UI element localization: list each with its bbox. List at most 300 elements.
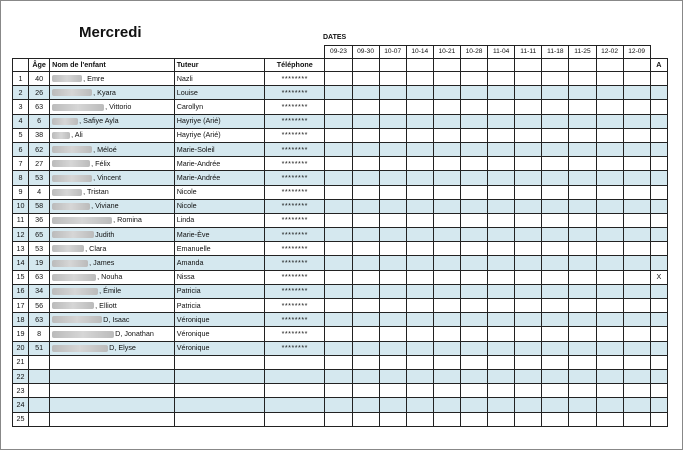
attendance-cell: [325, 355, 352, 369]
attendance-cell: [406, 128, 433, 142]
attendance-cell: [488, 242, 515, 256]
tutor-cell: Hayriye (Arié): [174, 128, 264, 142]
attendance-cell: [433, 114, 460, 128]
attendance-cell: [488, 171, 515, 185]
attendance-cell: [569, 114, 596, 128]
attendance-cell: [406, 256, 433, 270]
attendance-cell: [623, 398, 650, 412]
table-row: [13, 114, 668, 128]
redacted-surname: [52, 189, 82, 196]
attendance-cell: [542, 157, 569, 171]
age-cell: 6: [29, 114, 50, 128]
attendance-cell: [596, 355, 623, 369]
a-cell: [650, 199, 667, 213]
column-header-name: Nom de l'enfant: [50, 59, 175, 72]
attendance-cell: [406, 242, 433, 256]
attendance-cell: [542, 355, 569, 369]
column-header-phone: Téléphone: [265, 59, 325, 72]
child-name-cell: [50, 355, 175, 369]
attendance-cell: [515, 369, 542, 383]
table-row: [13, 327, 668, 341]
header-spacer: [650, 46, 667, 59]
child-name-text: Judith: [95, 229, 115, 239]
attendance-cell: [379, 341, 406, 355]
attendance-cell: [542, 270, 569, 284]
attendance-cell: [379, 128, 406, 142]
attendance-cell: [379, 327, 406, 341]
tutor-cell: Emanuelle: [174, 242, 264, 256]
phone-cell: ********: [265, 213, 325, 227]
attendance-cell: [542, 327, 569, 341]
attendance-cell: [596, 270, 623, 284]
attendance-cell: [433, 384, 460, 398]
attendance-cell: [542, 199, 569, 213]
attendance-cell: [325, 270, 352, 284]
row-number: 24: [13, 398, 29, 412]
column-header-row: [13, 59, 668, 72]
attendance-cell: [325, 313, 352, 327]
redacted-surname: [52, 274, 96, 281]
attendance-cell: [515, 242, 542, 256]
attendance-cell: [542, 185, 569, 199]
table-body: [13, 72, 668, 427]
attendance-cell: [379, 412, 406, 426]
attendance-cell: [623, 100, 650, 114]
age-cell: [29, 355, 50, 369]
attendance-cell: [379, 299, 406, 313]
attendance-cell: [542, 213, 569, 227]
tutor-cell: [174, 398, 264, 412]
row-number: 18: [13, 313, 29, 327]
date-header: 11-11: [515, 46, 542, 59]
attendance-cell: [515, 341, 542, 355]
a-cell: [650, 398, 667, 412]
date-column-header: [460, 59, 487, 72]
a-cell: [650, 157, 667, 171]
phone-cell: ********: [265, 114, 325, 128]
attendance-cell: [379, 242, 406, 256]
attendance-cell: [433, 142, 460, 156]
redacted-surname: [52, 231, 94, 238]
attendance-cell: [488, 100, 515, 114]
attendance-cell: [406, 270, 433, 284]
attendance-cell: [515, 299, 542, 313]
row-number: 12: [13, 228, 29, 242]
attendance-cell: [596, 412, 623, 426]
date-column-header: [488, 59, 515, 72]
attendance-cell: [460, 199, 487, 213]
child-name-text: , Tristan: [83, 187, 109, 197]
attendance-cell: [352, 171, 379, 185]
attendance-cell: [515, 157, 542, 171]
phone-cell: ********: [265, 157, 325, 171]
attendance-cell: [596, 228, 623, 242]
child-name-cell: [50, 384, 175, 398]
attendance-cell: [433, 199, 460, 213]
tutor-cell: Hayriye (Arié): [174, 114, 264, 128]
attendance-cell: [433, 284, 460, 298]
attendance-cell: [515, 313, 542, 327]
attendance-cell: [596, 384, 623, 398]
tutor-cell: [174, 384, 264, 398]
attendance-cell: [542, 228, 569, 242]
tutor-cell: Nicole: [174, 199, 264, 213]
attendance-cell: [515, 100, 542, 114]
row-number: 5: [13, 128, 29, 142]
attendance-cell: [325, 72, 352, 86]
tutor-cell: Amanda: [174, 256, 264, 270]
child-name-cell: [50, 256, 175, 270]
a-cell: [650, 100, 667, 114]
phone-cell: ********: [265, 284, 325, 298]
attendance-cell: [406, 100, 433, 114]
date-column-header: [325, 59, 352, 72]
a-cell: [650, 171, 667, 185]
attendance-cell: [488, 313, 515, 327]
attendance-cell: [460, 213, 487, 227]
child-name-cell: [50, 299, 175, 313]
attendance-cell: [569, 72, 596, 86]
attendance-cell: [379, 228, 406, 242]
attendance-cell: [460, 341, 487, 355]
attendance-cell: [379, 171, 406, 185]
attendance-cell: [325, 369, 352, 383]
attendance-cell: [596, 157, 623, 171]
attendance-cell: [623, 412, 650, 426]
child-name-text: , Kyara: [93, 87, 116, 97]
attendance-cell: [596, 327, 623, 341]
attendance-cell: [596, 213, 623, 227]
row-number: 9: [13, 185, 29, 199]
row-number: 11: [13, 213, 29, 227]
row-number: 15: [13, 270, 29, 284]
a-cell: [650, 284, 667, 298]
attendance-cell: [460, 355, 487, 369]
table-row: [13, 412, 668, 426]
attendance-cell: [623, 299, 650, 313]
row-number: 20: [13, 341, 29, 355]
attendance-cell: [596, 142, 623, 156]
date-column-header: [542, 59, 569, 72]
row-number: 22: [13, 369, 29, 383]
a-cell: [650, 213, 667, 227]
attendance-cell: [379, 213, 406, 227]
attendance-cell: [596, 171, 623, 185]
attendance-cell: [460, 284, 487, 298]
phone-cell: ********: [265, 341, 325, 355]
column-header-age: Âge: [29, 59, 50, 72]
attendance-cell: [325, 412, 352, 426]
table-row: [13, 185, 668, 199]
attendance-cell: [433, 157, 460, 171]
child-name-text: D, Isaac: [103, 314, 130, 324]
attendance-cell: [352, 313, 379, 327]
attendance-cell: [325, 199, 352, 213]
attendance-cell: [488, 228, 515, 242]
row-number: 6: [13, 142, 29, 156]
date-header: 11-25: [569, 46, 596, 59]
attendance-cell: [623, 327, 650, 341]
attendance-cell: [379, 199, 406, 213]
age-cell: 36: [29, 213, 50, 227]
age-cell: [29, 398, 50, 412]
attendance-cell: [569, 412, 596, 426]
redacted-surname: [52, 345, 108, 352]
attendance-cell: [325, 299, 352, 313]
tutor-cell: Marie-Soleil: [174, 142, 264, 156]
redacted-surname: [52, 175, 92, 182]
attendance-cell: [406, 384, 433, 398]
attendance-cell: [542, 384, 569, 398]
redacted-surname: [52, 217, 112, 224]
attendance-cell: [406, 369, 433, 383]
a-cell: [650, 185, 667, 199]
attendance-cell: [460, 86, 487, 100]
attendance-cell: [542, 256, 569, 270]
row-number: 3: [13, 100, 29, 114]
attendance-cell: [352, 185, 379, 199]
date-header: 10-14: [406, 46, 433, 59]
redacted-surname: [52, 146, 92, 153]
attendance-cell: [542, 341, 569, 355]
attendance-cell: [433, 299, 460, 313]
attendance-cell: [623, 384, 650, 398]
child-name-text: , Ali: [71, 130, 83, 140]
attendance-cell: [406, 299, 433, 313]
attendance-cell: [542, 72, 569, 86]
attendance-cell: [460, 142, 487, 156]
child-name-cell: [50, 398, 175, 412]
date-column-header: [433, 59, 460, 72]
age-cell: 58: [29, 199, 50, 213]
attendance-cell: [406, 185, 433, 199]
attendance-cell: [352, 270, 379, 284]
attendance-cell: [488, 199, 515, 213]
attendance-cell: [460, 412, 487, 426]
row-number: 21: [13, 355, 29, 369]
child-name-cell: [50, 369, 175, 383]
table-row: [13, 313, 668, 327]
attendance-cell: [352, 384, 379, 398]
date-header: 10-28: [460, 46, 487, 59]
attendance-cell: [406, 341, 433, 355]
attendance-cell: [460, 384, 487, 398]
attendance-cell: [569, 185, 596, 199]
tutor-cell: Patricia: [174, 299, 264, 313]
date-header: 12-02: [596, 46, 623, 59]
age-cell: 38: [29, 128, 50, 142]
child-name-cell: [50, 171, 175, 185]
attendance-cell: [460, 369, 487, 383]
attendance-cell: [325, 157, 352, 171]
attendance-cell: [488, 256, 515, 270]
attendance-cell: [433, 270, 460, 284]
attendance-cell: [569, 341, 596, 355]
age-cell: 63: [29, 313, 50, 327]
table-row: [13, 171, 668, 185]
child-name-cell: [50, 270, 175, 284]
attendance-cell: [433, 213, 460, 227]
table-row: [13, 284, 668, 298]
row-number: 4: [13, 114, 29, 128]
a-cell: [650, 114, 667, 128]
attendance-cell: [460, 228, 487, 242]
attendance-cell: [596, 341, 623, 355]
attendance-cell: [460, 128, 487, 142]
redacted-surname: [52, 104, 104, 111]
attendance-cell: [542, 86, 569, 100]
column-header-a: A: [650, 59, 667, 72]
table-row: [13, 86, 668, 100]
row-number: 14: [13, 256, 29, 270]
age-cell: 53: [29, 242, 50, 256]
tutor-cell: Carollyn: [174, 100, 264, 114]
attendance-cell: [460, 157, 487, 171]
age-cell: 27: [29, 157, 50, 171]
attendance-cell: [460, 398, 487, 412]
tutor-cell: Nazli: [174, 72, 264, 86]
attendance-cell: [542, 142, 569, 156]
redacted-surname: [52, 288, 98, 295]
child-name-text: , Safiye Ayla: [79, 116, 119, 126]
attendance-cell: [515, 142, 542, 156]
attendance-cell: [379, 86, 406, 100]
attendance-cell: [542, 412, 569, 426]
age-cell: [29, 384, 50, 398]
attendance-cell: [433, 242, 460, 256]
child-name-cell: [50, 327, 175, 341]
attendance-cell: [596, 114, 623, 128]
dates-label: DATES: [323, 34, 347, 41]
child-name-text: D, Jonathan: [115, 328, 154, 338]
attendance-cell: [406, 72, 433, 86]
tutor-cell: Nissa: [174, 270, 264, 284]
attendance-cell: [569, 327, 596, 341]
attendance-cell: [569, 299, 596, 313]
phone-cell: [265, 412, 325, 426]
tutor-cell: Véronique: [174, 341, 264, 355]
attendance-cell: [542, 284, 569, 298]
table-row: [13, 128, 668, 142]
attendance-cell: [488, 384, 515, 398]
attendance-cell: [433, 228, 460, 242]
attendance-cell: [379, 142, 406, 156]
phone-cell: [265, 355, 325, 369]
attendance-cell: [488, 355, 515, 369]
attendance-cell: [569, 384, 596, 398]
attendance-cell: [325, 114, 352, 128]
redacted-surname: [52, 203, 90, 210]
attendance-cell: [569, 398, 596, 412]
phone-cell: ********: [265, 242, 325, 256]
child-name-cell: [50, 228, 175, 242]
attendance-cell: [623, 355, 650, 369]
attendance-cell: [325, 185, 352, 199]
child-name-cell: [50, 86, 175, 100]
attendance-cell: [406, 157, 433, 171]
a-cell: [650, 72, 667, 86]
child-name-text: , Vincent: [93, 172, 121, 182]
attendance-cell: [406, 86, 433, 100]
attendance-cell: [623, 242, 650, 256]
column-header-number: [13, 59, 29, 72]
attendance-cell: [460, 270, 487, 284]
attendance-cell: [460, 327, 487, 341]
attendance-cell: [460, 242, 487, 256]
child-name-text: D, Elyse: [109, 343, 136, 353]
child-name-text: , Nouha: [97, 272, 123, 282]
attendance-cell: [515, 213, 542, 227]
row-number: 7: [13, 157, 29, 171]
date-column-header: [623, 59, 650, 72]
attendance-cell: [515, 355, 542, 369]
attendance-cell: [433, 398, 460, 412]
age-cell: 65: [29, 228, 50, 242]
attendance-cell: [325, 242, 352, 256]
attendance-cell: [325, 256, 352, 270]
date-column-header: [596, 59, 623, 72]
column-header-tutor: Tuteur: [174, 59, 264, 72]
attendance-cell: [569, 284, 596, 298]
phone-cell: ********: [265, 299, 325, 313]
attendance-cell: [352, 398, 379, 412]
attendance-cell: [569, 242, 596, 256]
a-cell: [650, 355, 667, 369]
attendance-cell: [488, 86, 515, 100]
phone-cell: ********: [265, 199, 325, 213]
age-cell: 4: [29, 185, 50, 199]
tutor-cell: Louise: [174, 86, 264, 100]
attendance-cell: [325, 384, 352, 398]
phone-cell: ********: [265, 128, 325, 142]
attendance-cell: [379, 270, 406, 284]
attendance-cell: [460, 114, 487, 128]
date-header: 11-04: [488, 46, 515, 59]
child-name-cell: [50, 313, 175, 327]
attendance-cell: [352, 327, 379, 341]
date-header: 12-09: [623, 46, 650, 59]
attendance-cell: [433, 128, 460, 142]
attendance-cell: [515, 86, 542, 100]
attendance-cell: [379, 313, 406, 327]
attendance-cell: [379, 72, 406, 86]
attendance-cell: [515, 199, 542, 213]
attendance-cell: [406, 412, 433, 426]
attendance-cell: [488, 72, 515, 86]
phone-cell: ********: [265, 270, 325, 284]
attendance-cell: [623, 114, 650, 128]
phone-cell: [265, 398, 325, 412]
attendance-cell: [460, 313, 487, 327]
date-column-header: [379, 59, 406, 72]
attendance-cell: [542, 398, 569, 412]
attendance-cell: [488, 341, 515, 355]
attendance-cell: [379, 284, 406, 298]
attendance-cell: [352, 299, 379, 313]
phone-cell: ********: [265, 86, 325, 100]
a-cell: [650, 299, 667, 313]
attendance-cell: [569, 355, 596, 369]
redacted-surname: [52, 160, 90, 167]
attendance-cell: [515, 327, 542, 341]
attendance-cell: [352, 355, 379, 369]
attendance-cell: [352, 114, 379, 128]
attendance-cell: [352, 412, 379, 426]
age-cell: 62: [29, 142, 50, 156]
child-name-cell: [50, 284, 175, 298]
attendance-cell: [515, 284, 542, 298]
table-row: [13, 72, 668, 86]
